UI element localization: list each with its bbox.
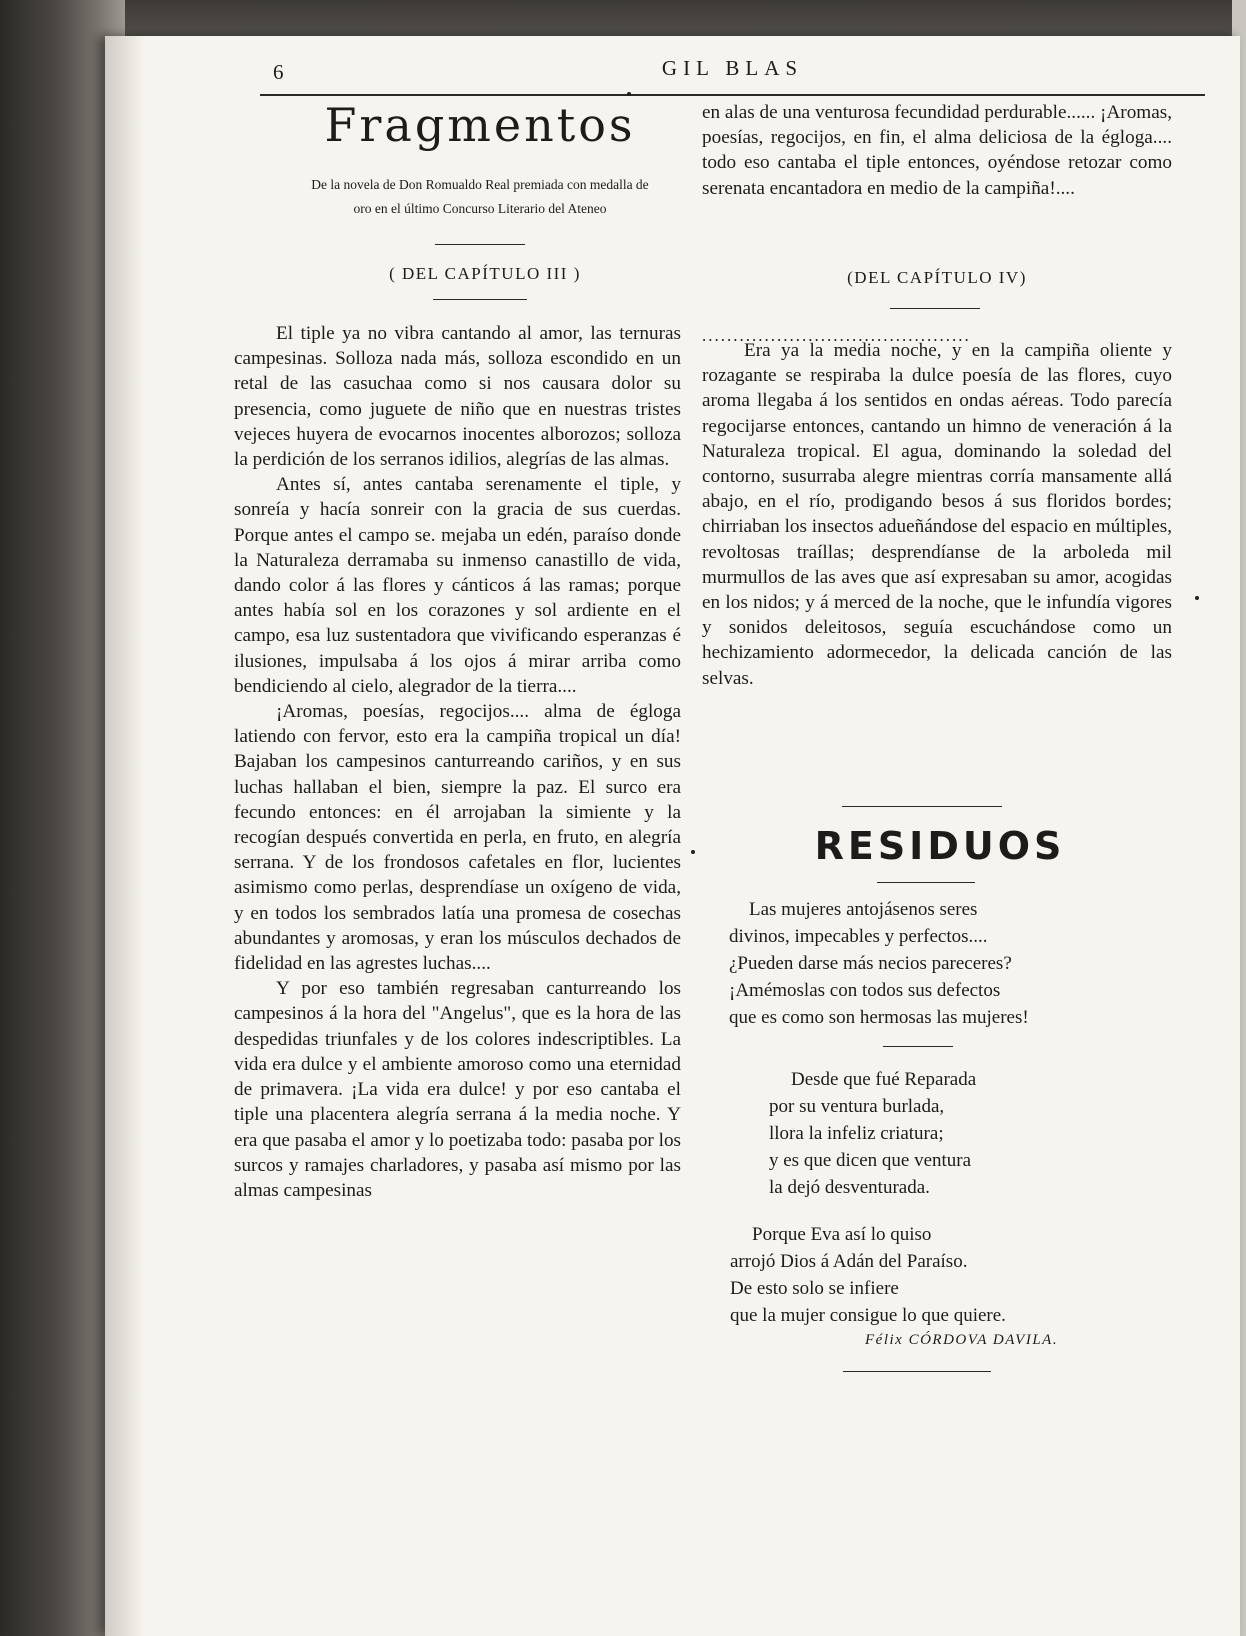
right-column-text: [702, 338, 1172, 691]
verse-line: y es que dicen que ventura: [769, 1150, 972, 1171]
page-header: [260, 48, 1205, 96]
ink-speck: [1195, 596, 1199, 600]
divider: [433, 299, 527, 300]
verse-line: ¡Amémoslas con todos sus defectos: [729, 980, 1001, 1001]
paragraph: Antes sí, antes cantaba serenamente el tiple, y sonreía y hacía sonreir con la gracia de sus cuerdas. Porque antes el campo se. mejaba un edén, paraíso donde la Naturaleza derramaba su inmenso canastillo de vida, dando color á las flores y cánticos á las ramas; porque antes había sol en los corazones y sol ardiente en el campo, esa luz sustentadora que vivificando esperanzas é ilusiones, impulsaba á los ojos á mirar arriba como bendiciendo al cielo, alegrador de la tierra....: [234, 474, 681, 697]
chapter-heading-iv: (DEL CAPÍTULO IV): [847, 268, 1027, 287]
article-title-fragmentos: Fragmentos: [324, 98, 636, 152]
verse-line: ¿Pueden darse más necios pareceres?: [729, 953, 1012, 974]
divider: [435, 244, 525, 245]
ink-speck: [691, 850, 695, 854]
paragraph: El tiple ya no vibra cantando al amor, las ternuras campesinas. Solloza nada más, solloza escondido en un retal de las casuchaa como si nos causara dolor su presencia, como juguete de niño que en nuestras tristes vejeces huyera de evocarnos inocentes alborozos; solloza la perdición de los serranos idilios, alegrías de las almas.: [234, 323, 681, 471]
verse-line: por su ventura burlada,: [769, 1096, 945, 1117]
verse-line: Desde que fué Reparada: [791, 1069, 977, 1090]
verse-line: la dejó desventurada.: [769, 1177, 930, 1198]
divider: [843, 1371, 991, 1372]
article-title-residuos: RESIDUOS: [814, 824, 1066, 868]
verse-line: llora la infeliz criatura;: [769, 1123, 944, 1144]
verse-line: De esto solo se infiere: [730, 1278, 899, 1299]
divider: [877, 882, 975, 883]
divider: [883, 1046, 953, 1047]
running-title: GIL BLAS: [661, 56, 804, 80]
right-column-continuation: en alas de una venturosa fecundidad perdurable...... ¡Aromas, poesías, regocijos, en fin, el alma deliciosa de la égloga.... todo eso cantaba el tiple entonces, oyéndose retozar como serenata encantadora en medio de la campiña!....: [702, 102, 1172, 199]
chapter-heading-iii: ( DEL CAPÍTULO III ): [389, 264, 581, 283]
article-subtitle: [270, 173, 690, 221]
ink-speck: [627, 92, 631, 96]
verse-line: que es como son hermosas las mujeres!: [729, 1007, 1029, 1028]
poem-stanza-1: [729, 896, 1029, 1031]
paragraph: ¡Aromas, poesías, regocijos.... alma de égloga latiendo con fervor, esto era la campiña tropical un día! Bajaban los campesinos canturreando cariños, y en sus luchas hallaban el bien, siempre la paz. El surco era fecundo entonces: en él arrojaban la simiente y la recogían después convertida en perla, en fruto, en alegría serrana. Y de los frondosos cafetales en flor, lucientes asimismo como perlas, desprendíase un oxígeno de vida, y en todos los sembrados latía una promesa de cosechas abundantes y aromosas, y eran los músculos dechados de fidelidad en las agrestes luchas....: [234, 701, 681, 975]
subtitle-line: De la novela de Don Romualdo Real premiada con medalla de: [311, 177, 649, 192]
verse-line: Porque Eva así lo quiso: [752, 1224, 932, 1245]
verse-line: Las mujeres antojásenos seres: [749, 899, 978, 920]
ellipsis-leader: ...........................................: [702, 326, 971, 345]
verse-line: divinos, impecables y perfectos....: [729, 926, 988, 947]
paragraph: Era ya la media noche, y en la campiña oliente y rozagante se respiraba la dulce poesía de las flores, cuyo aroma llegaba á los sentidos en ondas aéreas. Todo parecía regocijarse entonces, cantando un himno de veneración á la Naturaleza tropical. El agua, dominando la soledad del contorno, susurraba alegre mientras corría mansamente allá abajo, en el río, prodigando besos á sus floridos bordes; chirriaban los insectos adueñándose del espacio en múltiples, revoltosas traíllas; desprendíanse de la arboleda mil murmullos de las aves que así expresaban su amor, acogidas en los nidos; y á merced de la noche, que le infundía vigores y sonidos deleitosos, seguía escuchándose como un hechizamiento adormecedor, la delicada canción de las selvas.: [702, 340, 1172, 689]
verse-line: que la mujer consigue lo que quiere.: [730, 1305, 1006, 1326]
author-signature: Félix CÓRDOVA DAVILA.: [865, 1332, 1059, 1348]
paragraph: Y por eso también regresaban canturreando los campesinos á la hora del "Angelus", que es la hora de las despedidas triunfales y de los colores indescriptibles. La vida era dulce y el ambiente amoroso como una eternidad de primavera. ¡La vida era dulce! y por eso cantaba el tiple una placentera alegría serrana á la media noche. Y era que pasaba el amor y lo poetizaba todo: pasaba por los surcos y ramajes charladores, y pasaba así mismo por las almas campesinas: [234, 978, 682, 1201]
poem-stanza-2: [769, 1066, 976, 1201]
poem-stanza-3: [730, 1221, 1006, 1329]
divider: [890, 308, 980, 309]
verse-line: arrojó Dios á Adán del Paraíso.: [730, 1251, 968, 1272]
subtitle-line: oro en el último Concurso Literario del Ateneo: [353, 201, 607, 216]
divider: [842, 806, 1002, 807]
magazine-page: [105, 36, 1240, 1636]
page-gutter-shade: [105, 36, 145, 1636]
left-column-text: [234, 321, 681, 1203]
page-number: 6: [273, 60, 284, 84]
